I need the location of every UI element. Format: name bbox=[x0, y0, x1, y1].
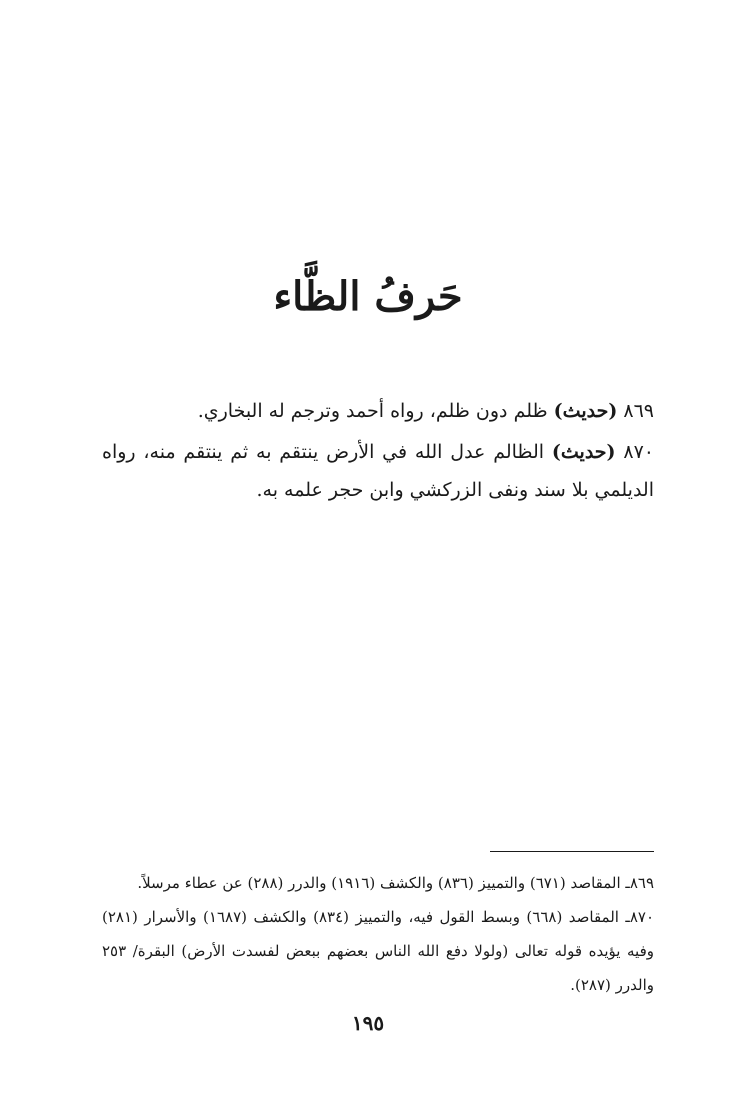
footnote-869: ٨٦٩ـ المقاصد (٦٧١) والتمييز (٨٣٦) والكشف (١٩١٦) والدرر (٢٨٨) عن عطاء مرسلاً. bbox=[137, 874, 654, 892]
footnotes bbox=[102, 866, 654, 1002]
hadith-entry-869 bbox=[102, 392, 654, 430]
entry-keyword: (حديث) bbox=[551, 441, 616, 463]
footnote-divider bbox=[490, 851, 654, 852]
page-number: ١٩٥ bbox=[351, 1011, 385, 1035]
hadith-entry-870 bbox=[102, 433, 654, 509]
chapter-title: حَرفُ الظَّاء bbox=[273, 272, 463, 320]
entry-keyword: (حديث) bbox=[553, 400, 618, 422]
entry-number: ٨٦٩ bbox=[623, 400, 654, 422]
entry-number: ٨٧٠ bbox=[623, 441, 654, 463]
entry-text: ظلم دون ظلم، رواه أحمد وترجم له البخاري. bbox=[197, 400, 548, 422]
entry-text: الظالم عدل الله في الأرض ينتقم به ثم ينتقم منه، رواه الديلمي بلا سند ونفى الزركشي وابن حجر علمه به. bbox=[102, 441, 654, 501]
hadith-entries bbox=[102, 392, 654, 512]
footnote-870: ٨٧٠ـ المقاصد (٦٦٨) وبسط القول فيه، والتمييز (٨٣٤) والكشف (١٦٨٧) والأسرار (٢٨١) وفيه يؤيده قوله تعالى (ولولا دفع الله الناس بعضهم ببعض لفسدت الأرض) البقرة/ ٢٥٣ والدرر (٢٨٧). bbox=[102, 908, 655, 994]
